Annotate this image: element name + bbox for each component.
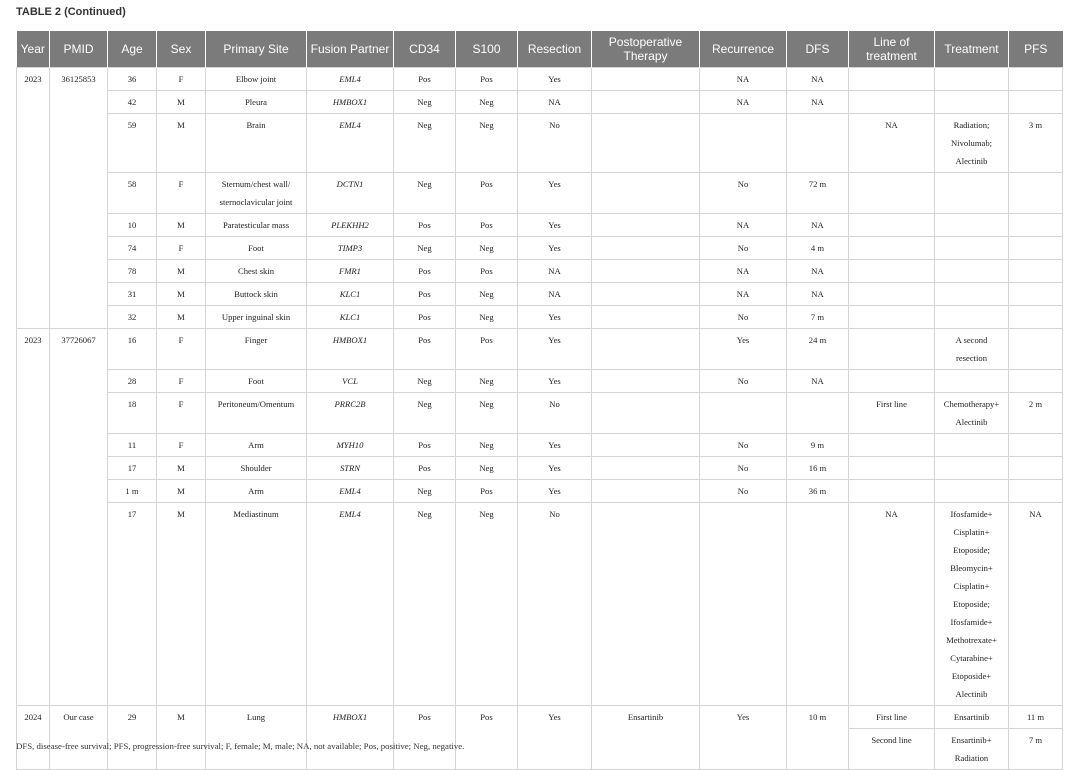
cell-sex: F [157, 434, 206, 457]
cell-cd34: Neg [394, 393, 456, 434]
cell-cd34: Neg [394, 91, 456, 114]
cell-fusion-partner: TIMP3 [307, 237, 394, 260]
cell-sex: M [157, 706, 206, 770]
cell-primary-site: Buttock skin [206, 283, 307, 306]
cell-pfs: 7 m [1009, 729, 1063, 770]
cell-postoperative-therapy [592, 434, 700, 457]
cell-dfs: NA [787, 214, 849, 237]
cell-s100: Neg [456, 457, 518, 480]
cell-recurrence: No [700, 457, 787, 480]
table-row [17, 68, 1063, 91]
cell-s100: Neg [456, 283, 518, 306]
cell-age: 17 [108, 457, 157, 480]
table-footnote: DFS, disease-free survival; PFS, progression-free survival; F, female; M, male; NA, not available; Pos, positive; Neg, negative. [16, 741, 465, 751]
cell-postoperative-therapy [592, 114, 700, 173]
cell-pfs [1009, 480, 1063, 503]
cell-cd34: Pos [394, 706, 456, 770]
cell-resection: Yes [518, 370, 592, 393]
cell-line-of-treatment [849, 457, 935, 480]
cell-age: 74 [108, 237, 157, 260]
cell-s100: Pos [456, 214, 518, 237]
table-row [17, 91, 1063, 114]
cell-primary-site: Elbow joint [206, 68, 307, 91]
cell-fusion-partner: EML4 [307, 68, 394, 91]
cell-age: 11 [108, 434, 157, 457]
cell-pfs [1009, 283, 1063, 306]
cell-s100: Pos [456, 173, 518, 214]
cell-s100: Neg [456, 114, 518, 173]
col-header-s100: S100 [456, 31, 518, 68]
cell-primary-site: Finger [206, 329, 307, 370]
cell-postoperative-therapy [592, 260, 700, 283]
cell-fusion-partner: KLC1 [307, 306, 394, 329]
cell-cd34: Pos [394, 306, 456, 329]
cell-treatment [935, 480, 1009, 503]
cell-resection: NA [518, 260, 592, 283]
cell-recurrence: No [700, 237, 787, 260]
cell-cd34: Neg [394, 237, 456, 260]
cell-primary-site: Brain [206, 114, 307, 173]
cell-age: 78 [108, 260, 157, 283]
col-header-year: Year [17, 31, 50, 68]
cell-fusion-partner: FMR1 [307, 260, 394, 283]
cell-primary-site: Mediastinum [206, 503, 307, 706]
cell-dfs: 4 m [787, 237, 849, 260]
cell-primary-site: Paratesticular mass [206, 214, 307, 237]
col-header-pmid: PMID [50, 31, 108, 68]
header-row [17, 31, 1063, 68]
cell-line-of-treatment [849, 283, 935, 306]
cell-pfs [1009, 214, 1063, 237]
cell-pfs: 11 m [1009, 706, 1063, 729]
cell-year: 2024 [17, 706, 50, 770]
table-row [17, 306, 1063, 329]
cell-pfs: NA [1009, 503, 1063, 706]
cell-primary-site: Lung [206, 706, 307, 770]
cell-recurrence [700, 393, 787, 434]
cell-recurrence: No [700, 306, 787, 329]
table-body [17, 68, 1063, 770]
col-header-primary-site: Primary Site [206, 31, 307, 68]
cell-resection: NA [518, 91, 592, 114]
cell-fusion-partner: DCTN1 [307, 173, 394, 214]
cell-dfs [787, 114, 849, 173]
table-row [17, 434, 1063, 457]
cell-sex: F [157, 173, 206, 214]
cell-primary-site: Upper inguinal skin [206, 306, 307, 329]
cell-resection: Yes [518, 173, 592, 214]
table-row [17, 237, 1063, 260]
col-header-postoperative-therapy: Postoperative Therapy [592, 31, 700, 68]
cell-dfs: 7 m [787, 306, 849, 329]
table-row-our-case [17, 706, 1063, 729]
col-header-sex: Sex [157, 31, 206, 68]
cell-cd34: Neg [394, 173, 456, 214]
cell-dfs [787, 503, 849, 706]
cell-sex: F [157, 393, 206, 434]
cell-postoperative-therapy [592, 457, 700, 480]
cell-fusion-partner: KLC1 [307, 283, 394, 306]
col-header-line-of-treatment: Line of treatment [849, 31, 935, 68]
cell-sex: F [157, 68, 206, 91]
cell-age: 36 [108, 68, 157, 91]
cell-primary-site: Arm [206, 434, 307, 457]
cell-age: 17 [108, 503, 157, 706]
cell-age: 28 [108, 370, 157, 393]
cell-recurrence: NA [700, 214, 787, 237]
cell-recurrence: NA [700, 91, 787, 114]
cell-dfs: NA [787, 68, 849, 91]
cell-s100: Neg [456, 306, 518, 329]
cell-pfs: 2 m [1009, 393, 1063, 434]
cell-fusion-partner: HMBOX1 [307, 91, 394, 114]
cell-sex: M [157, 283, 206, 306]
cell-recurrence: NA [700, 283, 787, 306]
cell-recurrence: No [700, 434, 787, 457]
cell-age: 59 [108, 114, 157, 173]
cell-sex: F [157, 370, 206, 393]
cell-cd34: Pos [394, 214, 456, 237]
col-header-dfs: DFS [787, 31, 849, 68]
cell-age: 29 [108, 706, 157, 770]
cell-fusion-partner: PRRC2B [307, 393, 394, 434]
cell-postoperative-therapy [592, 91, 700, 114]
col-header-fusion-partner: Fusion Partner [307, 31, 394, 68]
cell-pfs [1009, 260, 1063, 283]
cell-line-of-treatment [849, 306, 935, 329]
cell-postoperative-therapy [592, 214, 700, 237]
cell-primary-site: Pleura [206, 91, 307, 114]
table-row [17, 214, 1063, 237]
col-header-pfs: PFS [1009, 31, 1063, 68]
cell-s100: Neg [456, 370, 518, 393]
cell-dfs: 36 m [787, 480, 849, 503]
cell-fusion-partner: EML4 [307, 503, 394, 706]
cell-resection: Yes [518, 68, 592, 91]
cell-pfs [1009, 370, 1063, 393]
cell-fusion-partner: EML4 [307, 480, 394, 503]
cell-s100: Pos [456, 68, 518, 91]
cell-cd34: Neg [394, 370, 456, 393]
cell-line-of-treatment [849, 329, 935, 370]
cell-treatment [935, 434, 1009, 457]
cell-dfs: 10 m [787, 706, 849, 770]
cell-sex: F [157, 329, 206, 370]
cell-treatment [935, 260, 1009, 283]
cell-fusion-partner: MYH10 [307, 434, 394, 457]
cell-treatment [935, 457, 1009, 480]
cell-fusion-partner: EML4 [307, 114, 394, 173]
cell-fusion-partner: HMBOX1 [307, 329, 394, 370]
cell-resection: Yes [518, 306, 592, 329]
cell-line-of-treatment [849, 91, 935, 114]
cell-resection: Yes [518, 434, 592, 457]
cell-recurrence: No [700, 370, 787, 393]
cell-recurrence: Yes [700, 329, 787, 370]
col-header-resection: Resection [518, 31, 592, 68]
table-row [17, 260, 1063, 283]
cell-cd34: Neg [394, 114, 456, 173]
cell-pfs [1009, 68, 1063, 91]
cell-primary-site: Arm [206, 480, 307, 503]
col-header-age: Age [108, 31, 157, 68]
cell-pfs [1009, 173, 1063, 214]
cell-sex: M [157, 457, 206, 480]
cell-postoperative-therapy [592, 68, 700, 91]
cell-dfs [787, 393, 849, 434]
cell-recurrence: NA [700, 260, 787, 283]
cell-s100: Pos [456, 260, 518, 283]
cell-line-of-treatment [849, 173, 935, 214]
cell-dfs: NA [787, 370, 849, 393]
cell-primary-site: Foot [206, 237, 307, 260]
cell-resection: No [518, 393, 592, 434]
cell-sex: F [157, 237, 206, 260]
cell-line-of-treatment [849, 434, 935, 457]
cell-line-of-treatment [849, 260, 935, 283]
cell-age: 31 [108, 283, 157, 306]
cell-line-of-treatment [849, 237, 935, 260]
cell-dfs: NA [787, 283, 849, 306]
cell-sex: M [157, 114, 206, 173]
cell-resection: Yes [518, 329, 592, 370]
cell-age: 32 [108, 306, 157, 329]
cell-primary-site: Sternum/chest wall/ sternoclavicular joint [206, 173, 307, 214]
cell-dfs: 24 m [787, 329, 849, 370]
cell-sex: M [157, 503, 206, 706]
cell-primary-site: Shoulder [206, 457, 307, 480]
cell-treatment [935, 283, 1009, 306]
table-row [17, 173, 1063, 214]
cell-dfs: NA [787, 91, 849, 114]
cell-pfs [1009, 457, 1063, 480]
cell-line-of-treatment: Second line [849, 729, 935, 770]
cell-s100: Neg [456, 393, 518, 434]
cell-primary-site: Foot [206, 370, 307, 393]
cell-postoperative-therapy [592, 173, 700, 214]
cell-postoperative-therapy [592, 329, 700, 370]
cell-pmid: 37726067 [50, 329, 108, 706]
cell-pfs [1009, 91, 1063, 114]
cell-s100: Pos [456, 706, 518, 770]
cell-s100: Neg [456, 503, 518, 706]
table-row [17, 370, 1063, 393]
cell-treatment [935, 91, 1009, 114]
cell-treatment [935, 237, 1009, 260]
cell-resection: No [518, 503, 592, 706]
cell-treatment [935, 306, 1009, 329]
cell-dfs: 9 m [787, 434, 849, 457]
table-row [17, 393, 1063, 434]
col-header-treatment: Treatment [935, 31, 1009, 68]
cell-age: 58 [108, 173, 157, 214]
cell-dfs: 16 m [787, 457, 849, 480]
cell-sex: M [157, 480, 206, 503]
table-row [17, 114, 1063, 173]
cell-fusion-partner: VCL [307, 370, 394, 393]
cell-pfs [1009, 329, 1063, 370]
cell-line-of-treatment: NA [849, 503, 935, 706]
cell-postoperative-therapy: Ensartinib [592, 706, 700, 770]
cell-resection: Yes [518, 480, 592, 503]
cell-treatment [935, 173, 1009, 214]
cell-resection: NA [518, 283, 592, 306]
cell-s100: Pos [456, 480, 518, 503]
cell-cd34: Neg [394, 480, 456, 503]
table-container [16, 31, 1062, 770]
cell-s100: Pos [456, 329, 518, 370]
cell-age: 16 [108, 329, 157, 370]
cell-pmid: Our case [50, 706, 108, 770]
cell-recurrence [700, 503, 787, 706]
cell-treatment: Chemotherapy+ Alectinib [935, 393, 1009, 434]
cell-recurrence: Yes [700, 706, 787, 770]
cell-sex: M [157, 306, 206, 329]
cell-treatment: Ensartinib [935, 706, 1009, 729]
data-table [16, 31, 1063, 770]
cell-sex: M [157, 214, 206, 237]
cell-year: 2023 [17, 329, 50, 706]
cell-recurrence: No [700, 173, 787, 214]
cell-age: 18 [108, 393, 157, 434]
cell-treatment: Radiation; Nivolumab; Alectinib [935, 114, 1009, 173]
cell-s100: Neg [456, 434, 518, 457]
cell-sex: M [157, 260, 206, 283]
cell-fusion-partner: HMBOX1 [307, 706, 394, 770]
cell-postoperative-therapy [592, 370, 700, 393]
cell-line-of-treatment [849, 68, 935, 91]
cell-line-of-treatment: NA [849, 114, 935, 173]
cell-pfs [1009, 237, 1063, 260]
table-row [17, 480, 1063, 503]
cell-recurrence: NA [700, 68, 787, 91]
col-header-recurrence: Recurrence [700, 31, 787, 68]
cell-postoperative-therapy [592, 503, 700, 706]
table-row [17, 329, 1063, 370]
cell-pfs [1009, 306, 1063, 329]
cell-recurrence [700, 114, 787, 173]
cell-age: 42 [108, 91, 157, 114]
cell-age: 10 [108, 214, 157, 237]
cell-cd34: Pos [394, 283, 456, 306]
cell-cd34: Pos [394, 329, 456, 370]
cell-s100: Neg [456, 91, 518, 114]
table-row [17, 457, 1063, 480]
col-header-cd34: CD34 [394, 31, 456, 68]
cell-treatment: Ifosfamide+ Cisplatin+ Etoposide; Bleomycin+ Cisplatin+ Etoposide; Ifosfamide+ Methotrexate+ Cytarabine+ Etoposide+ Alectinib [935, 503, 1009, 706]
cell-treatment: Ensartinib+ Radiation [935, 729, 1009, 770]
cell-resection: Yes [518, 214, 592, 237]
cell-postoperative-therapy [592, 306, 700, 329]
cell-cd34: Pos [394, 457, 456, 480]
cell-resection: No [518, 114, 592, 173]
cell-treatment [935, 68, 1009, 91]
cell-postoperative-therapy [592, 393, 700, 434]
cell-s100: Neg [456, 237, 518, 260]
cell-fusion-partner: PLEKHH2 [307, 214, 394, 237]
cell-line-of-treatment [849, 370, 935, 393]
cell-pmid: 36125853 [50, 68, 108, 329]
cell-resection: Yes [518, 237, 592, 260]
cell-postoperative-therapy [592, 283, 700, 306]
cell-cd34: Neg [394, 503, 456, 706]
cell-dfs: 72 m [787, 173, 849, 214]
cell-sex: M [157, 91, 206, 114]
cell-age: 1 m [108, 480, 157, 503]
cell-primary-site: Peritoneum/Omentum [206, 393, 307, 434]
table-row [17, 283, 1063, 306]
cell-cd34: Pos [394, 434, 456, 457]
cell-treatment [935, 214, 1009, 237]
table-caption: TABLE 2 (Continued) [16, 6, 126, 18]
cell-fusion-partner: STRN [307, 457, 394, 480]
cell-year: 2023 [17, 68, 50, 329]
cell-dfs: NA [787, 260, 849, 283]
cell-postoperative-therapy [592, 237, 700, 260]
cell-cd34: Pos [394, 68, 456, 91]
cell-line-of-treatment: First line [849, 706, 935, 729]
cell-line-of-treatment: First line [849, 393, 935, 434]
cell-cd34: Pos [394, 260, 456, 283]
cell-pfs [1009, 434, 1063, 457]
cell-line-of-treatment [849, 480, 935, 503]
cell-postoperative-therapy [592, 480, 700, 503]
cell-treatment: A second resection [935, 329, 1009, 370]
cell-resection: Yes [518, 706, 592, 770]
table-row [17, 503, 1063, 706]
cell-line-of-treatment [849, 214, 935, 237]
cell-recurrence: No [700, 480, 787, 503]
cell-treatment [935, 370, 1009, 393]
cell-resection: Yes [518, 457, 592, 480]
cell-pfs: 3 m [1009, 114, 1063, 173]
cell-primary-site: Chest skin [206, 260, 307, 283]
